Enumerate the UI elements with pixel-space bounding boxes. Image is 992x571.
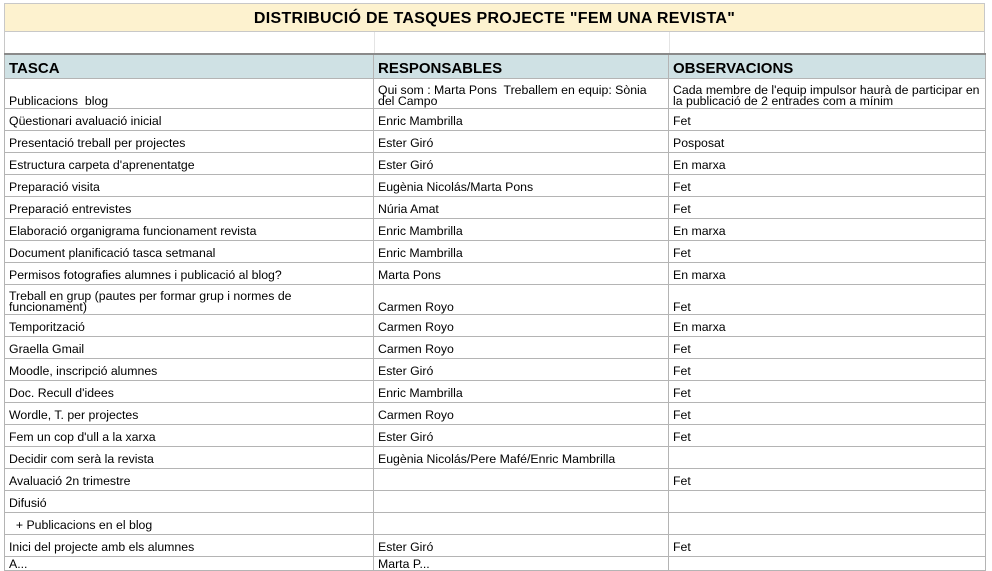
cell-obs[interactable]: Fet: [669, 241, 986, 263]
cell-resp[interactable]: Ester Giró: [374, 535, 669, 557]
cell-task[interactable]: Preparació entrevistes: [5, 197, 374, 219]
cell-obs[interactable]: Fet: [669, 403, 986, 425]
cell-task[interactable]: Decidir com serà la revista: [5, 447, 374, 469]
table-row: [5, 153, 986, 175]
cell-obs[interactable]: [669, 491, 986, 513]
table-row: [5, 447, 986, 469]
table-row: [5, 175, 986, 197]
cell-resp[interactable]: [374, 469, 669, 491]
cell-resp[interactable]: Ester Giró: [374, 425, 669, 447]
cell-obs[interactable]: En marxa: [669, 153, 986, 175]
cell-obs[interactable]: Fet: [669, 535, 986, 557]
cell-task[interactable]: Permisos fotografies alumnes i publicació al blog?: [5, 263, 374, 285]
cell-task[interactable]: Elaboració organigrama funcionament revista: [5, 219, 374, 241]
cell-resp[interactable]: Enric Mambrilla: [374, 219, 669, 241]
table-row: [5, 403, 986, 425]
table-row: [5, 241, 986, 263]
cell-resp[interactable]: Marta P...: [374, 557, 669, 571]
header-task[interactable]: TASCA: [5, 54, 374, 79]
cell-obs[interactable]: [669, 447, 986, 469]
cell-resp[interactable]: Enric Mambrilla: [374, 381, 669, 403]
cell-task[interactable]: Document planificació tasca setmanal: [5, 241, 374, 263]
cell-resp[interactable]: Núria Amat: [374, 197, 669, 219]
table-row: [5, 79, 986, 109]
cell-task[interactable]: Avaluació 2n trimestre: [5, 469, 374, 491]
cell-obs[interactable]: En marxa: [669, 263, 986, 285]
cell-resp[interactable]: Marta Pons: [374, 263, 669, 285]
cell-task[interactable]: A...: [5, 557, 374, 571]
cell-obs[interactable]: [669, 513, 986, 535]
cell-obs[interactable]: Fet: [669, 109, 986, 131]
cell-obs[interactable]: Fet: [669, 337, 986, 359]
cell-task[interactable]: Inici del projecte amb els alumnes: [5, 535, 374, 557]
table-row: [5, 491, 986, 513]
cell-task[interactable]: Difusió: [5, 491, 374, 513]
cell-obs[interactable]: Fet: [669, 359, 986, 381]
cell-resp[interactable]: Enric Mambrilla: [374, 109, 669, 131]
cell-obs[interactable]: Cada membre de l'equip impulsor haurà de participar en la publicació de 2 entrades com a mínim: [669, 79, 986, 109]
cell-obs[interactable]: Fet: [669, 285, 986, 315]
cell-obs[interactable]: Fet: [669, 197, 986, 219]
cell-task[interactable]: Preparació visita: [5, 175, 374, 197]
table-row: [5, 219, 986, 241]
table-row: [5, 381, 986, 403]
table-row: [5, 359, 986, 381]
tasks-table: [4, 53, 986, 571]
table-row: [5, 131, 986, 153]
table-row: [5, 535, 986, 557]
cell-task[interactable]: Temporització: [5, 315, 374, 337]
cell-task[interactable]: Publicacions blog: [5, 79, 374, 109]
cell-task[interactable]: Doc. Recull d'idees: [5, 381, 374, 403]
cell-resp[interactable]: Ester Giró: [374, 153, 669, 175]
header-responsables[interactable]: RESPONSABLES: [374, 54, 669, 79]
header-observacions[interactable]: OBSERVACIONS: [669, 54, 986, 79]
table-row: [5, 469, 986, 491]
table-row: [5, 557, 986, 571]
table-row: [5, 315, 986, 337]
empty-row[interactable]: [4, 32, 985, 53]
table-row: [5, 285, 986, 315]
cell-resp[interactable]: Carmen Royo: [374, 403, 669, 425]
sheet-title: DISTRIBUCIÓ DE TASQUES PROJECTE "FEM UNA REVISTA": [4, 3, 985, 32]
cell-task[interactable]: Wordle, T. per projectes: [5, 403, 374, 425]
header-row: [5, 54, 986, 79]
cell-resp[interactable]: Enric Mambrilla: [374, 241, 669, 263]
cell-resp[interactable]: Qui som : Marta Pons Treballem en equip: Sònia del Campo: [374, 79, 669, 109]
cell-obs[interactable]: Fet: [669, 469, 986, 491]
cell-task[interactable]: Graella Gmail: [5, 337, 374, 359]
cell-resp[interactable]: Eugènia Nicolás/Marta Pons: [374, 175, 669, 197]
cell-resp[interactable]: [374, 491, 669, 513]
cell-resp[interactable]: Carmen Royo: [374, 285, 669, 315]
table-row: [5, 513, 986, 535]
cell-task[interactable]: Moodle, inscripció alumnes: [5, 359, 374, 381]
cell-resp[interactable]: Ester Giró: [374, 359, 669, 381]
cell-resp[interactable]: Ester Giró: [374, 131, 669, 153]
cell-task[interactable]: Presentació treball per projectes: [5, 131, 374, 153]
cell-obs[interactable]: Fet: [669, 381, 986, 403]
cell-resp[interactable]: Carmen Royo: [374, 315, 669, 337]
cell-task[interactable]: Qüestionari avaluació inicial: [5, 109, 374, 131]
cell-obs[interactable]: Fet: [669, 175, 986, 197]
cell-obs[interactable]: En marxa: [669, 315, 986, 337]
cell-obs[interactable]: Posposat: [669, 131, 986, 153]
table-row: [5, 425, 986, 447]
cell-resp[interactable]: Eugènia Nicolás/Pere Mafé/Enric Mambrilla: [374, 447, 669, 469]
table-row: [5, 337, 986, 359]
cell-task[interactable]: + Publicacions en el blog: [5, 513, 374, 535]
cell-task[interactable]: Estructura carpeta d'aprenentatge: [5, 153, 374, 175]
cell-obs[interactable]: Fet: [669, 425, 986, 447]
table-row: [5, 109, 986, 131]
table-row: [5, 263, 986, 285]
cell-resp[interactable]: Carmen Royo: [374, 337, 669, 359]
table-row: [5, 197, 986, 219]
cell-obs[interactable]: [669, 557, 986, 571]
cell-resp[interactable]: [374, 513, 669, 535]
cell-task[interactable]: Treball en grup (pautes per formar grup i normes de funcionament): [5, 285, 374, 315]
cell-obs[interactable]: En marxa: [669, 219, 986, 241]
cell-task[interactable]: Fem un cop d'ull a la xarxa: [5, 425, 374, 447]
